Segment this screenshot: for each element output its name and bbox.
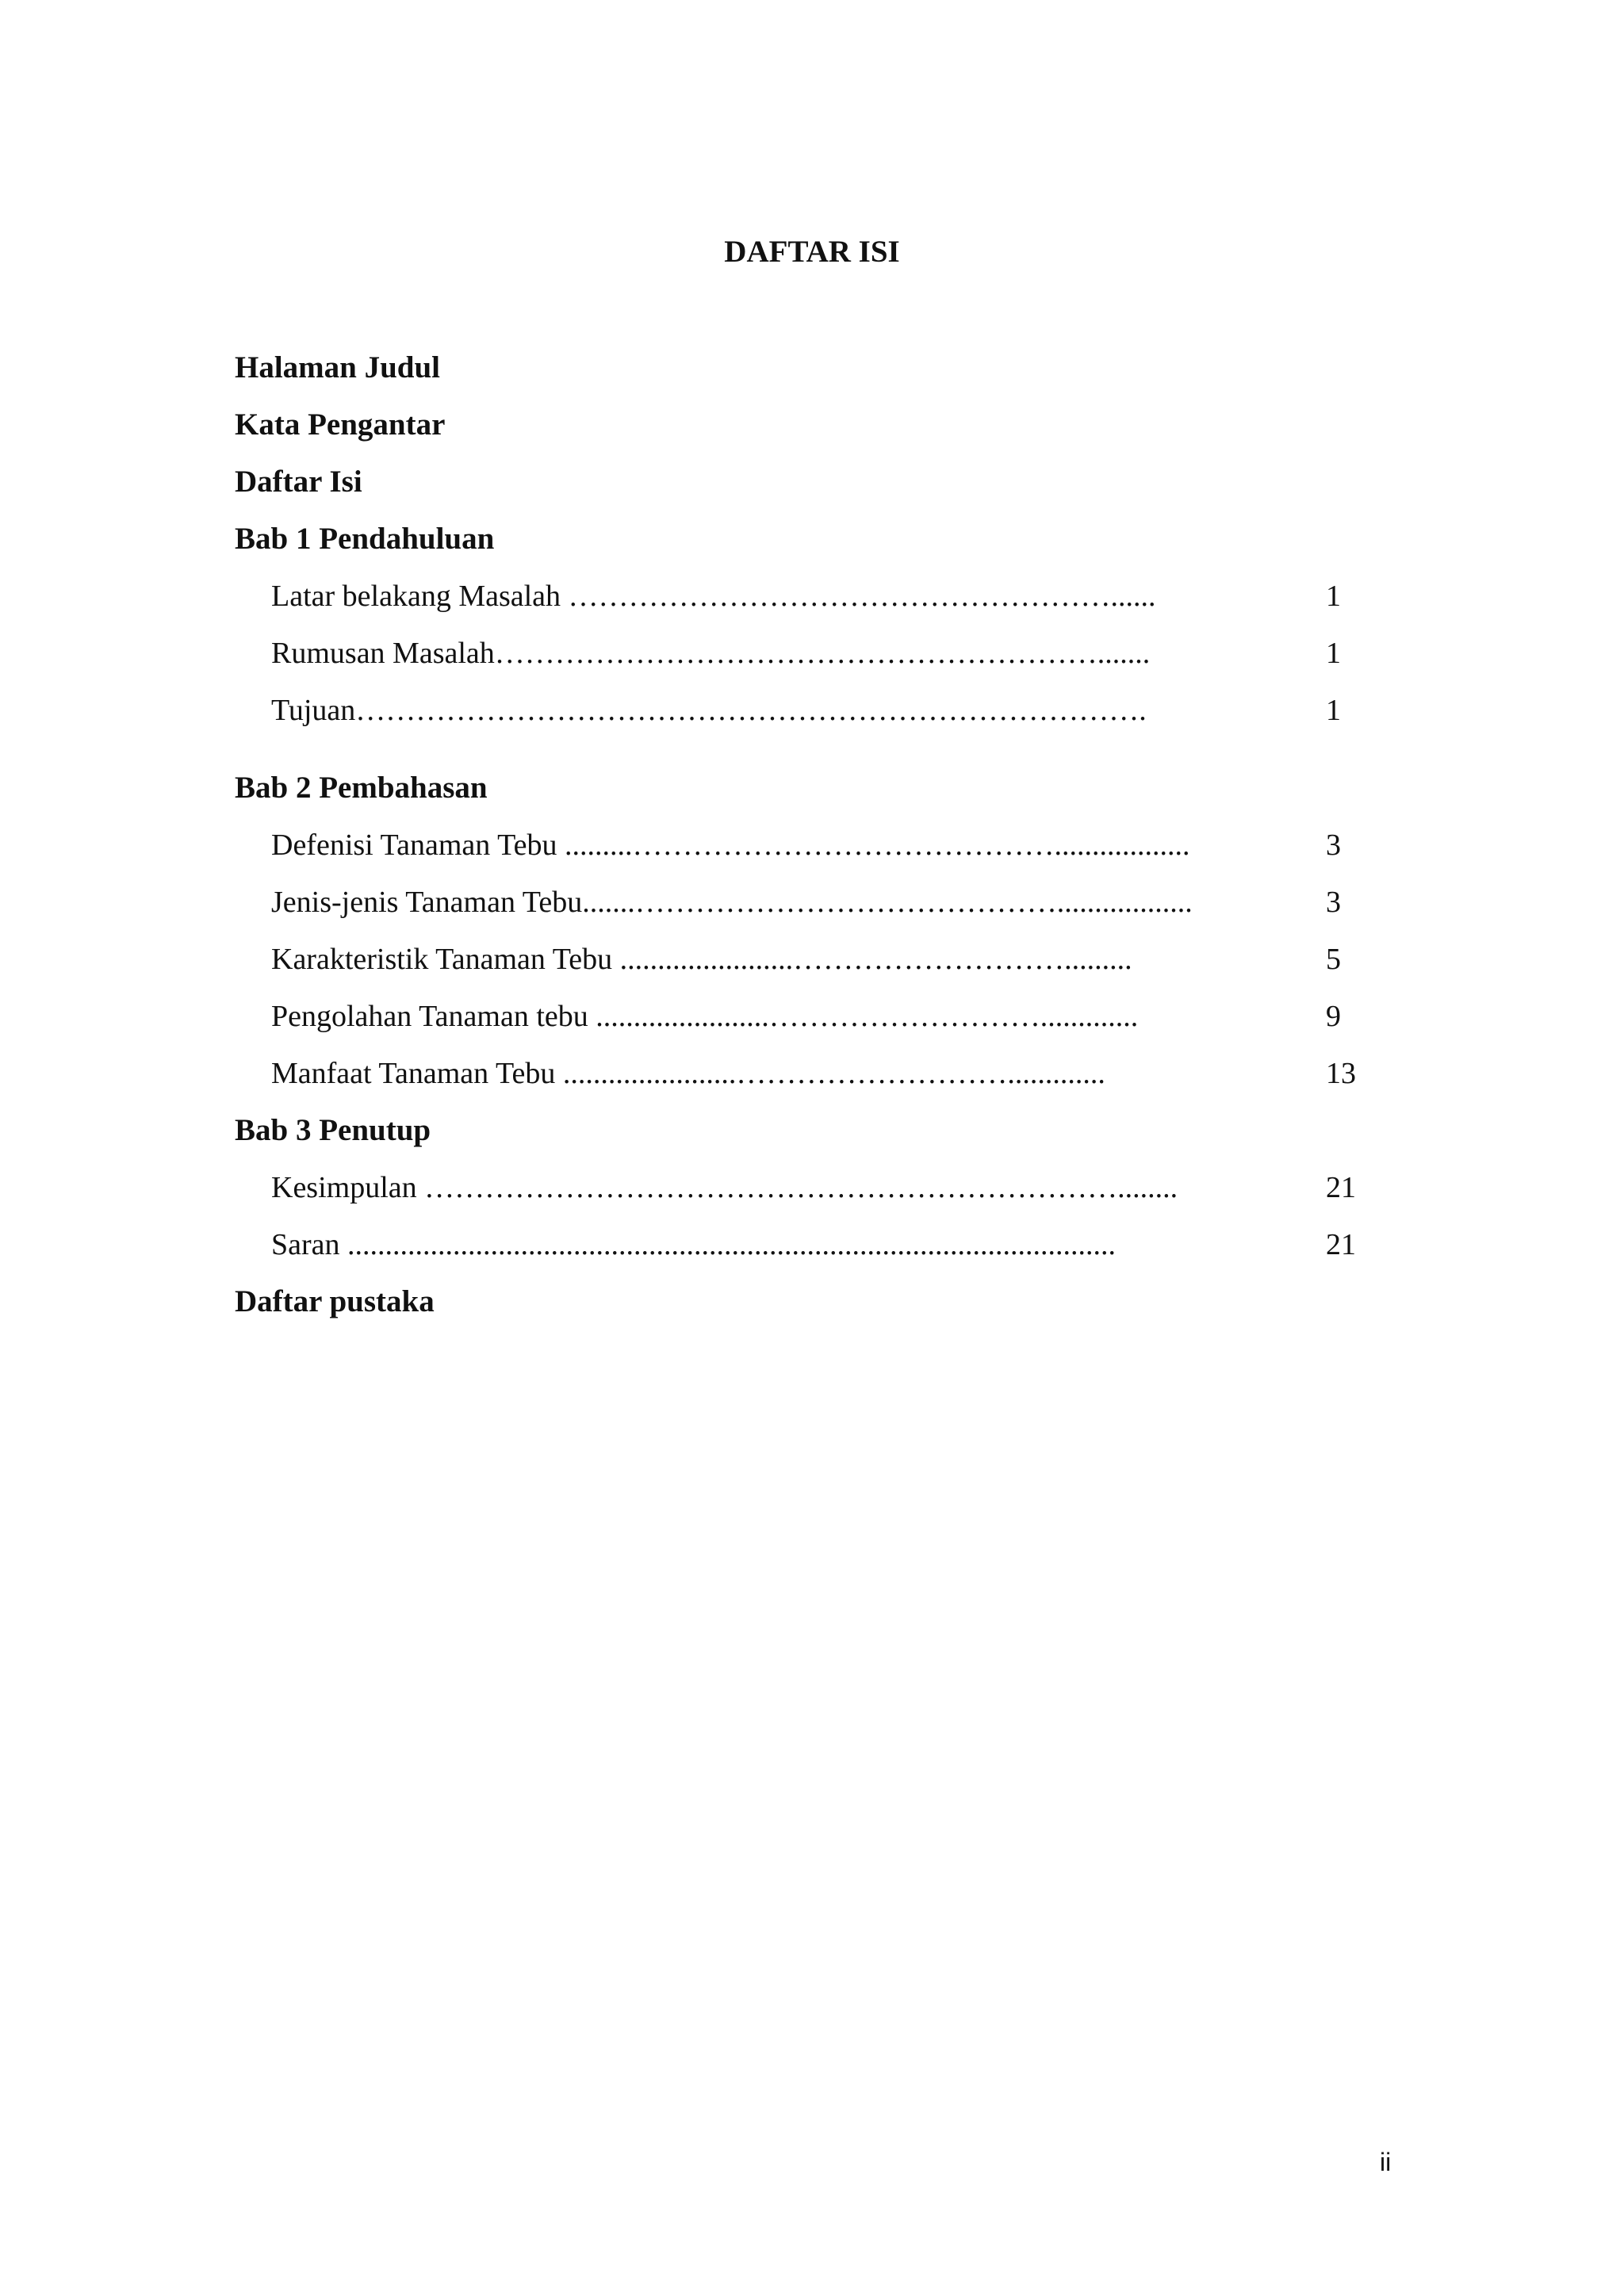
toc-entry-karakteristik [271,939,1239,980]
toc-entry-latar-belakang [271,576,1239,617]
toc-heading-daftar-pustaka: Daftar pustaka [235,1284,435,1318]
toc-heading-bab-1: Bab 1 Pendahuluan [235,522,495,556]
toc-entry-page: 21 [1326,1171,1356,1204]
toc-entry-page: 13 [1326,1057,1356,1090]
toc-entry-text: Saran ...................................................................................................... [271,1228,1116,1261]
toc-entry-text: Jenis-jenis Tanaman Tebu.......…………………………………….................. [271,886,1193,919]
toc-entry-page: 1 [1326,637,1341,670]
toc-entry-text: Defenisi Tanaman Tebu .........…………………………………….................. [271,828,1190,862]
toc-entry-page: 1 [1326,694,1341,727]
toc-entry-text: Kesimpulan ……………………………………………………………........ [271,1171,1178,1204]
toc-entry-text: Tujuan……………………………………………………………………. [271,694,1147,727]
toc-entry-text: Rumusan Masalah……………………………………………………....... [271,637,1151,670]
toc-entry-page: 3 [1326,886,1341,919]
toc-entry-tujuan [271,690,1239,731]
toc-entry-page: 3 [1326,828,1341,862]
toc-heading-bab-2: Bab 2 Pembahasan [235,771,488,805]
toc-entry-manfaat [271,1053,1239,1094]
toc-entry-page: 5 [1326,943,1341,976]
toc-entry-kesimpulan [271,1167,1239,1208]
toc-entry-page: 9 [1326,1000,1341,1033]
toc-entry-page: 21 [1326,1228,1356,1261]
page-number: ii [1380,2148,1392,2176]
toc-entry-text: Latar belakang Masalah ………………………………………………...... [271,580,1156,613]
page-title: DAFTAR ISI [724,235,900,269]
toc-entry-text: Manfaat Tanaman Tebu .......................………………………............. [271,1057,1105,1090]
toc-entry-jenis-jenis [271,882,1239,923]
toc-entry-rumusan-masalah [271,633,1239,674]
toc-entry-text: Pengolahan Tanaman tebu .......................………………………............. [271,1000,1139,1033]
toc-entry-pengolahan [271,996,1239,1037]
toc-entry-defenisi [271,825,1239,866]
toc-entry-saran [271,1224,1239,1265]
toc-heading-halaman-judul: Halaman Judul [235,350,441,385]
toc-entry-page: 1 [1326,580,1341,613]
toc-entry-text: Karakteristik Tanaman Tebu .......................………………………......... [271,943,1132,976]
toc-heading-daftar-isi: Daftar Isi [235,465,362,499]
toc-heading-kata-pengantar: Kata Pengantar [235,408,446,442]
toc-heading-bab-3: Bab 3 Penutup [235,1113,431,1147]
